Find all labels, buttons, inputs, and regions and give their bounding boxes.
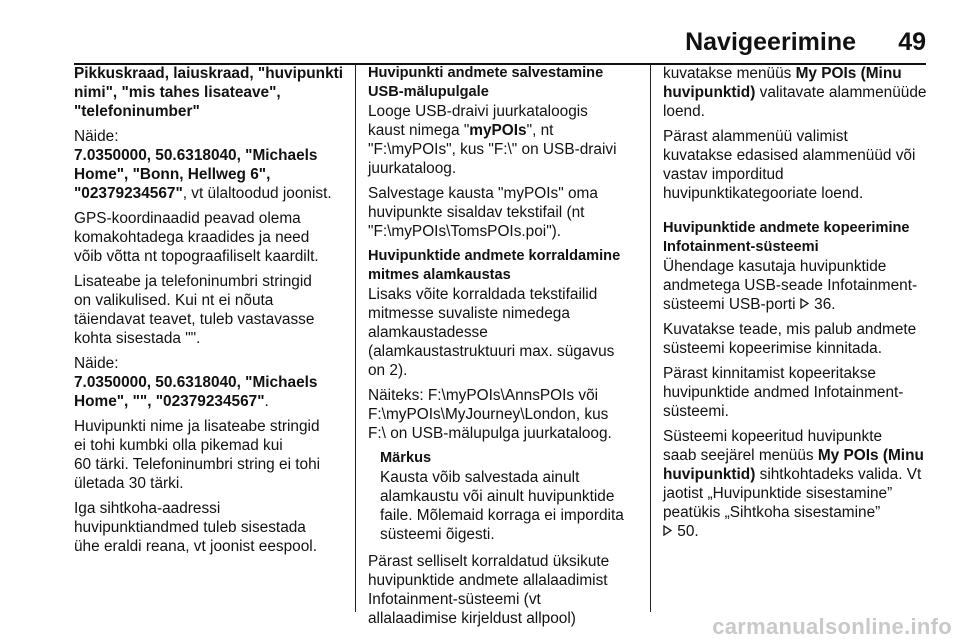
text-line: kohta sisestada "". (74, 330, 201, 347)
format-heading (74, 64, 348, 121)
bold-text: huvipunktid) (663, 466, 756, 483)
text-line: kuvatakse edasised alammenüüd või (663, 147, 916, 164)
plain-text: süsteemi USB-porti (663, 296, 800, 313)
example-1 (74, 127, 348, 203)
paragraph-after-download (368, 552, 646, 628)
text-line: Infotainment-süsteemi (vt (368, 591, 541, 608)
text-line: võib võtta nt topograafiliselt kaardilt. (74, 248, 319, 265)
paragraph-copied (663, 364, 929, 421)
page-number: 49 (898, 28, 926, 56)
plain-text: saab seejärel menüüs (663, 447, 818, 464)
watermark: carmanualsonline.info (712, 614, 952, 639)
section-heading-save-usb (368, 64, 646, 102)
text-line: Iga sihtkoha-aadressi (74, 500, 221, 517)
bold-text: Home", "", "02379234567" (74, 393, 265, 410)
text-line: Kausta võib salvestada ainult (380, 469, 580, 486)
text-line: andmetega USB-seade Infotainment- (663, 277, 918, 294)
text-line: jaotist „Huvipunktide sisestamine” (663, 485, 893, 502)
text-line: vastav imporditud (663, 166, 784, 183)
paragraph-info (74, 272, 348, 348)
example-label: Näide: (74, 128, 119, 145)
text-line: Huvipunktide andmete korraldamine (368, 248, 621, 264)
text-line: "F:\myPOIs\TomsPOIs.poi"). (368, 223, 562, 240)
text-line: Pärast alammenüü valimist (663, 128, 848, 145)
page-reference[interactable]: 36. (814, 296, 836, 313)
text-line: 7.0350000, 50.6318040, "Michaels (74, 374, 318, 391)
column-divider-1 (355, 64, 356, 612)
text-line: Süsteemi kopeeritud huvipunkte (663, 428, 883, 445)
text-line: "F:\myPOIs", kus "F:\" on USB-draivi (368, 141, 617, 158)
plain-text: valitavate alammenüüde (755, 84, 927, 101)
plain-text: , vt ülaltoodud joonist. (182, 185, 332, 202)
page-reference[interactable]: 50. (677, 523, 699, 540)
column-3 (663, 64, 929, 547)
text-line: Kuvatakse teade, mis palub andmete (663, 321, 917, 338)
text-line: Lisateabe ja telefoninumbri stringid (74, 273, 312, 290)
text-line: süsteemi kopeerimise kinnitada. (663, 340, 882, 357)
text-line: Huvipunktide andmete kopeerimine (663, 220, 910, 236)
text-line: Looge USB-draivi juurkataloogis (368, 103, 588, 120)
text-line: juurkataloog. (368, 160, 457, 177)
page-title: Navigeerimine (685, 28, 856, 56)
text-line: Pärast selliselt korraldatud üksikute (368, 553, 610, 570)
paragraph-subfolders (368, 285, 646, 380)
bold-text: My POIs (Minu (795, 65, 902, 82)
text-line: süsteemi. (663, 403, 729, 420)
arrow-right-icon (663, 523, 673, 540)
text-line: süsteemi õigesti. (380, 526, 495, 543)
paragraph-line (74, 499, 348, 556)
text-line: alamkaustu või ainult huvipunktide (380, 488, 615, 505)
text-line: Salvestage kausta "myPOIs" oma (368, 185, 598, 202)
text-line: allalaadimise kirjeldust allpool) (368, 610, 576, 627)
text-line: ei tohi kumbki olla pikemad kui (74, 437, 283, 454)
page-header (74, 22, 926, 62)
text-line: faile. Mõlemaid korraga ei impordita (380, 507, 624, 524)
example-2 (74, 354, 348, 411)
note-title: Märkus (380, 450, 432, 466)
text-line: F:\myPOIs\MyJourney\London, kus (368, 406, 609, 423)
text-line: mitmes alamkaustas (368, 267, 511, 283)
note-box (368, 449, 646, 544)
text-line: GPS-koordinaadid peavad olema (74, 210, 301, 227)
paragraph-menu-list (663, 64, 929, 121)
section-heading-subfolders (368, 247, 646, 285)
text-line: 7.0350000, 50.6318040, "Michaels (74, 147, 318, 164)
text-line (663, 83, 929, 102)
bold-text: huvipunktid) (663, 84, 756, 101)
text-line: Pärast kinnitamist kopeeritakse (663, 365, 876, 382)
text-line: huvipunkte sisaldav tekstifail (nt (368, 204, 585, 221)
example-label: Näide: (74, 355, 119, 372)
text-line: Huvipunkti andmete salvestamine (368, 65, 604, 81)
text-line: USB-mälupulgale (368, 84, 489, 100)
text-line (368, 121, 646, 140)
paragraph-submenu (663, 127, 929, 203)
text-line (663, 522, 929, 541)
text-line: nimi", "mis tahes lisateave", (74, 84, 281, 101)
paragraph-length (74, 417, 348, 493)
text-line: loend. (663, 103, 705, 120)
text-line: huvipunktide andmete allalaadimist (368, 572, 608, 589)
text-line: Lisaks võite korraldada tekstifailid (368, 286, 598, 303)
text-line: huvipunktide andmed Infotainment- (663, 384, 904, 401)
bold-text: "02379234567" (74, 185, 183, 202)
text-line: peatükis „Sihtkoha sisestamine” (663, 504, 881, 521)
text-line (663, 295, 929, 314)
text-line (663, 465, 929, 484)
text-line: mitmesse suvaliste nimedega (368, 305, 570, 322)
column-2 (368, 64, 646, 634)
plain-text: kaust nimega " (368, 122, 470, 139)
paragraph-create-folder (368, 102, 646, 178)
section-heading-copy (663, 219, 929, 257)
text-line: täiendavat teavet, tuleb vastavasse (74, 311, 315, 328)
plain-text: kuvatakse menüüs (663, 65, 796, 82)
text-line: Näiteks: F:\myPOIs\AnnsPOIs või (368, 387, 599, 404)
text-line (74, 392, 348, 411)
text-line (663, 446, 929, 465)
text-line: ühe eraldi reana, vt joonist eespool. (74, 538, 317, 555)
paragraph-select (663, 427, 929, 541)
paragraph-connect-usb (663, 257, 929, 314)
text-line (663, 64, 929, 83)
arrow-right-icon (800, 296, 810, 313)
column-divider-2 (650, 64, 651, 612)
plain-text: sihtkohtadeks valida. Vt (755, 466, 922, 483)
text-line: Pikkuskraad, laiuskraad, "huvipunkti (74, 65, 344, 82)
paragraph-gps (74, 209, 348, 266)
text-line: huvipunktiandmed tuleb sisestada (74, 519, 306, 536)
text-line: Home", "Bonn, Hellweg 6", (74, 166, 271, 183)
text-line (74, 184, 348, 203)
bold-text: My POIs (Minu (817, 447, 924, 464)
bold-text: myPOIs (469, 122, 527, 139)
text-line: Infotainment-süsteemi (663, 239, 819, 255)
text-line: huvipunktikategooriate loend. (663, 185, 864, 202)
text-line: 60 tärki. Telefoninumbri string ei tohi (74, 456, 321, 473)
text-line: "telefoninumber" (74, 103, 200, 120)
text-line: Huvipunkti nime ja lisateabe stringid (74, 418, 320, 435)
text-line: (alamkaustastruktuuri max. sügavus (368, 343, 615, 360)
plain-text: . (264, 393, 269, 410)
text-line: F:\ on USB-mälupulga juurkataloog. (368, 425, 612, 442)
paragraph-example-paths (368, 386, 646, 443)
paragraph-save-file (368, 184, 646, 241)
text-line: komakohtadega kraadides ja need (74, 229, 310, 246)
text-line: on valikulised. Kui nt ei nõuta (74, 292, 274, 309)
plain-text: ", nt (526, 122, 554, 139)
text-line: on 2). (368, 362, 408, 379)
text-line: ületada 30 tärki. (74, 475, 184, 492)
paragraph-confirm (663, 320, 929, 358)
column-1 (74, 64, 348, 562)
text-line: Ühendage kasutaja huvipunktide (663, 258, 887, 275)
text-line: alamkaustadesse (368, 324, 488, 341)
